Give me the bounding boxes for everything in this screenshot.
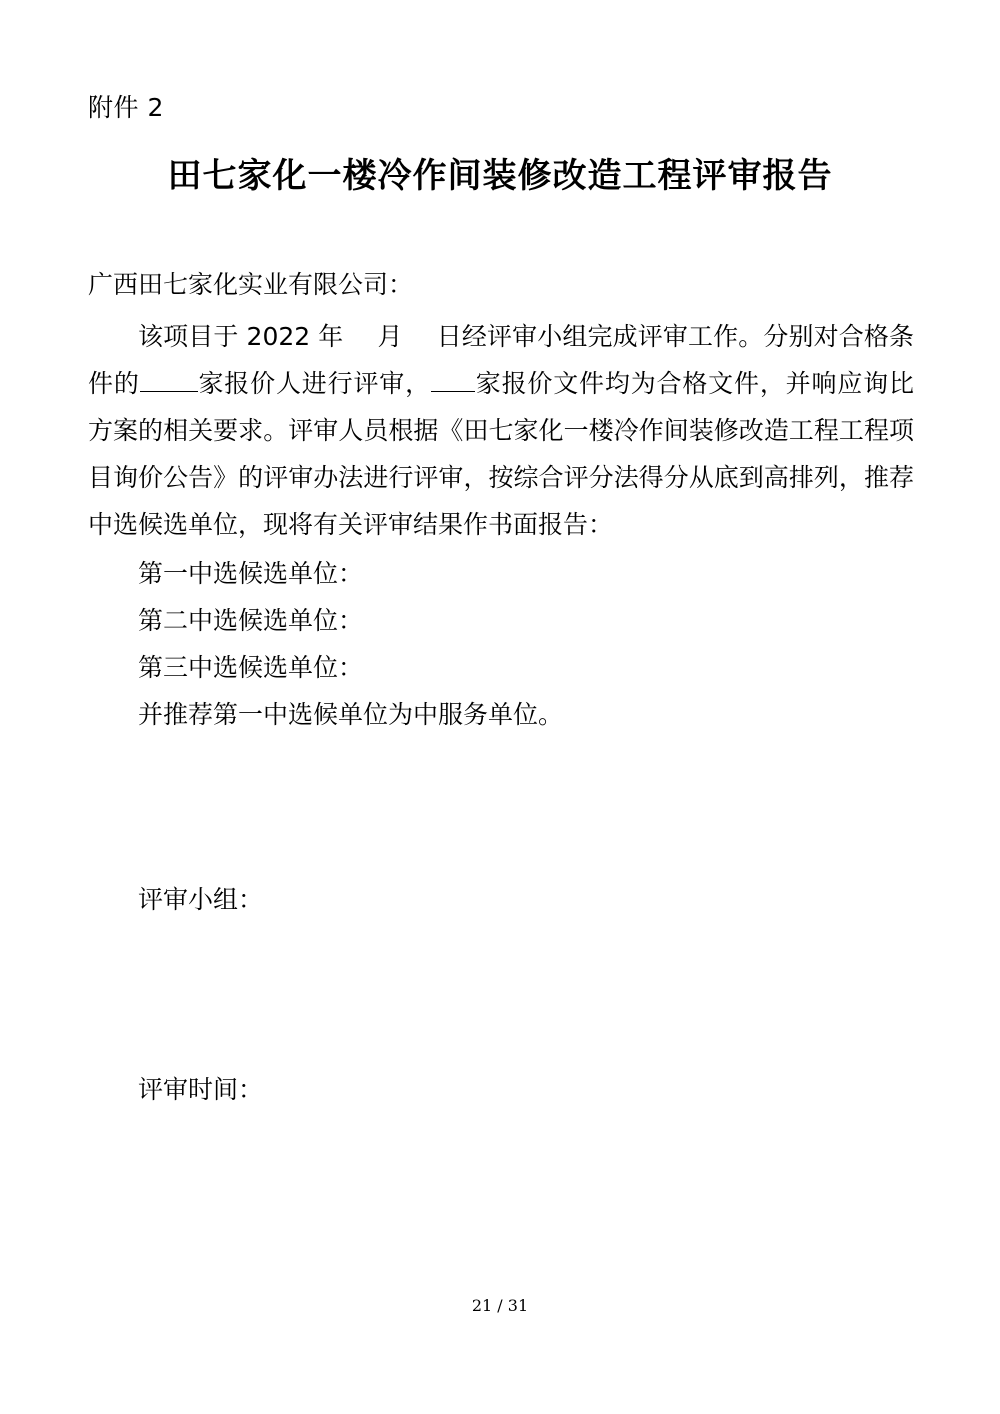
blank-fill-field-2 <box>431 391 475 392</box>
review-time-label: 评审时间： <box>138 1075 264 1104</box>
signature-spacer <box>88 923 914 1066</box>
body-paragraph <box>88 313 914 548</box>
list-item: 第二中选候选单位： <box>138 606 364 635</box>
body-paragraph-text <box>88 313 914 548</box>
list-item: 第一中选候选单位： <box>138 559 364 588</box>
candidate-list <box>88 550 914 738</box>
addressee-line: 广西田七家化实业有限公司： <box>88 270 414 299</box>
page-number: 21 / 31 <box>471 1296 529 1315</box>
review-group-label: 评审小组： <box>138 885 264 914</box>
page-title: 田七家化一楼冷作间装修改造工程评审报告 <box>167 156 833 196</box>
attachment-label: 附件 2 <box>88 93 164 122</box>
paragraph-part-5: 家报价文件均为合格文件，并响应询比方案的相关要求。评审人员根据《田七家化一楼冷作间装修改造工程工程项目询价公告》的评审办法进行评审，按综合评分法得分从底到高排列，推荐中选候选单位，现将有关评审结果作书面报告： <box>88 369 914 539</box>
list-item: 第三中选候选单位： <box>138 653 364 682</box>
list-item: 并推荐第一中选候单位为中服务单位。 <box>138 700 564 729</box>
paragraph-part-2: 月 <box>377 322 403 351</box>
signature-block <box>88 876 914 1113</box>
paragraph-part-4: 家报价人进行评审， <box>197 369 431 398</box>
paragraph-part-1: 该项目于 2022 年 <box>138 322 344 351</box>
paragraph-part-3: 日经评审小组完成评审工作。分别对合格条件的 <box>88 322 914 398</box>
blank-fill-field-1 <box>140 391 198 392</box>
